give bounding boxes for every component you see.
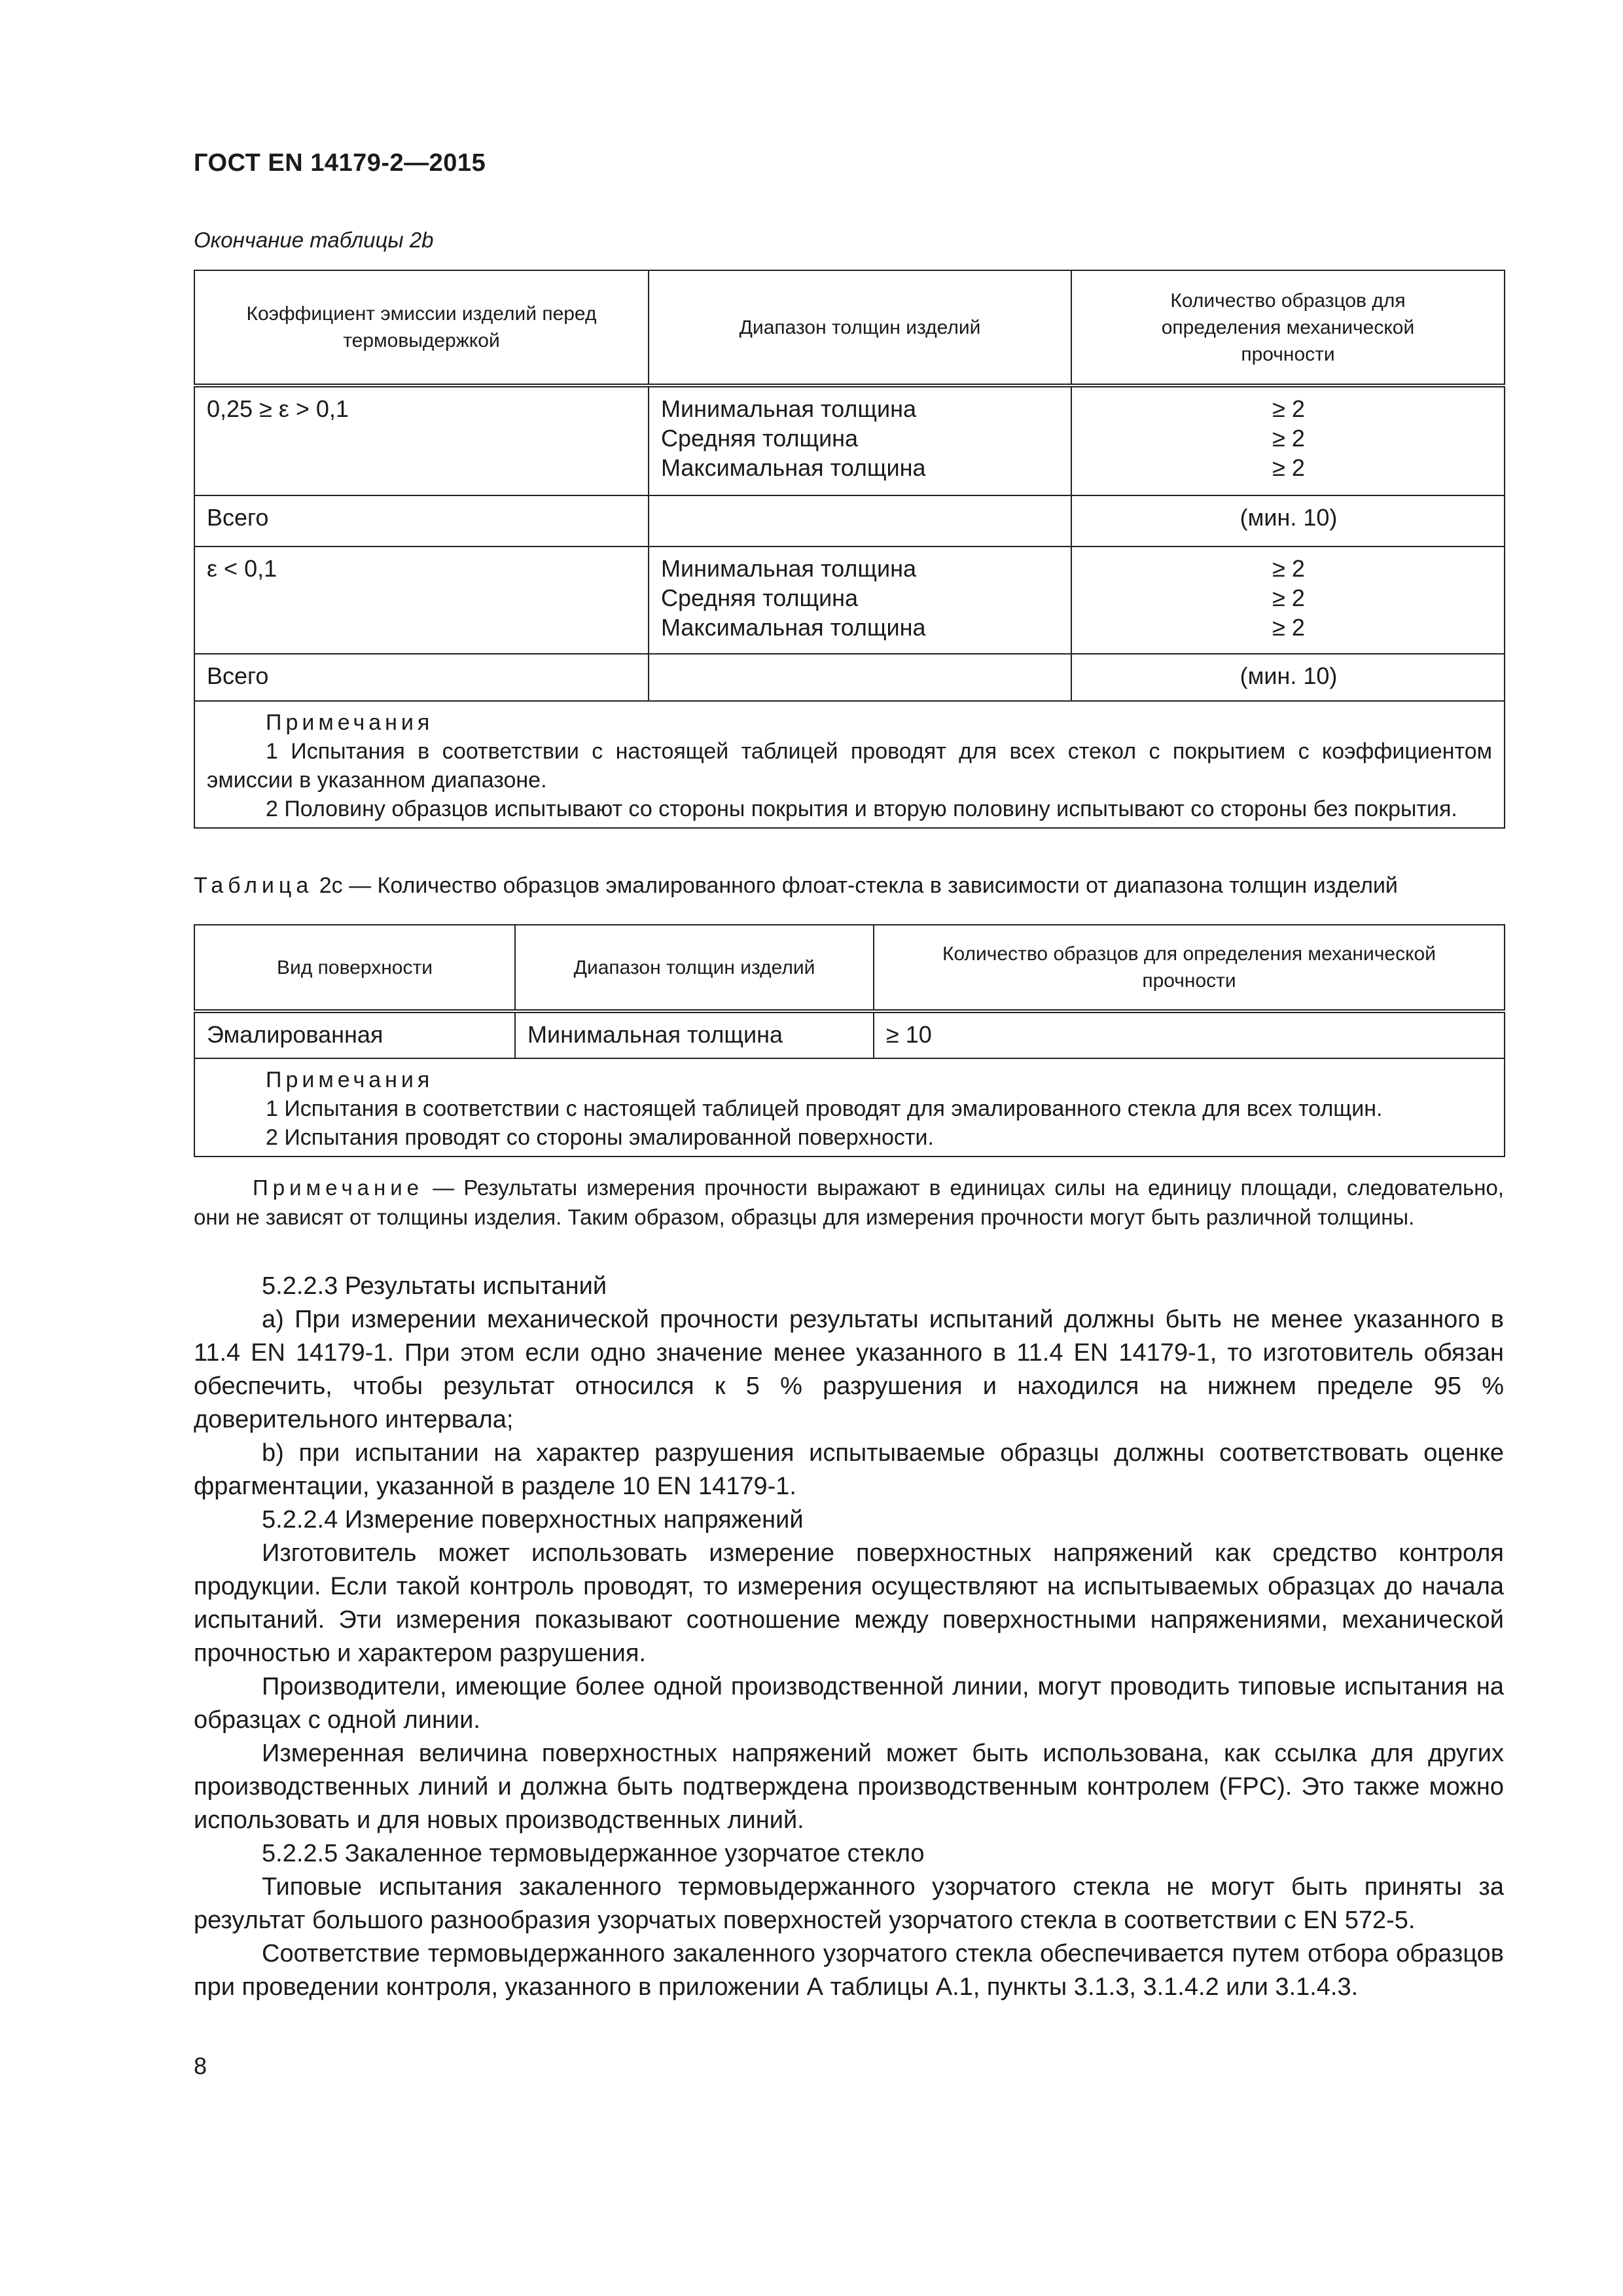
paragraph: b) при испытании на характер разрушения испытываемые образцы должны соответствовать оценке фрагментации, указанной в разделе 10 EN 14179-1. xyxy=(194,1439,1504,1500)
table-2b-caption: Окончание таблицы 2b xyxy=(194,228,434,252)
count-cell: ≥ 10 xyxy=(874,1011,1505,1058)
note-item: 1 Испытания в соответствии с настоящей таблицей проводят для всех стекол с покрытием с коэффициентом эмиссии в указанном диапазоне. xyxy=(207,739,1492,793)
note-item: 2 Половину образцов испытывают со стороны покрытия и вторую половину испытывают со стороны без покрытия. xyxy=(266,797,1457,821)
thickness-line: Средняя толщина xyxy=(661,425,859,452)
paragraph: Типовые испытания закаленного термовыдержанного узорчатого стекла не могут быть приняты за результат большого разнообразия узорчатых поверхностей узорчатого стекла в соответствии с EN 572-5. xyxy=(194,1873,1504,1934)
emission-cell: ε < 0,1 xyxy=(194,547,649,654)
total-value-cell: (мин. 10) xyxy=(1071,495,1505,547)
count-line: ≥ 2 xyxy=(1272,555,1305,582)
table-2c-caption xyxy=(194,873,1398,899)
table-header-cell: Количество образцов для определения механической прочности xyxy=(1071,270,1505,386)
paragraph: Изготовитель может использовать измерение поверхностных напряжений как средство контроля продукции. Если такой контроль проводят, то измерения осуществляют на испытываемых образцах до начала испытаний. Эти измерения показывают соотношение между поверхностными напряжениями, механической прочностью и характером разрушения. xyxy=(194,1539,1504,1667)
table-header-cell: Количество образцов для определения механической прочности xyxy=(874,925,1505,1011)
table-header-cell: Коэффициент эмиссии изделий перед термовыдержкой xyxy=(194,270,649,386)
table-header-cell: Вид поверхности xyxy=(194,925,515,1011)
total-label-cell: Всего xyxy=(194,654,649,701)
caption-text: 2с — Количество образцов эмалированного флоат-стекла в зависимости от диапазона толщин изделий xyxy=(313,873,1398,898)
table-row xyxy=(194,547,1505,654)
notes-heading: Примечания xyxy=(266,1067,434,1092)
table-row xyxy=(194,1011,1505,1058)
table-2b xyxy=(194,270,1505,829)
table-notes xyxy=(194,1058,1505,1157)
table-2c-header-row xyxy=(194,925,1505,1011)
body-text xyxy=(194,1270,1504,2004)
paragraph: a) При измерении механической прочности результаты испытаний должны быть не менее указанного в 11.4 EN 14179-1. При этом если одно значение менее указанного в 11.4 EN 14179-1, то изготовитель обязан обеспечить, чтобы результат относился к 5 % разрушения и находился на нижнем пределе 95 % доверительного интервала; xyxy=(194,1306,1504,1433)
thickness-line: Максимальная толщина xyxy=(661,454,926,481)
general-note xyxy=(194,1173,1504,1232)
table-notes xyxy=(194,701,1505,828)
count-line: ≥ 2 xyxy=(1272,454,1305,481)
table-total-row xyxy=(194,495,1505,547)
note-item: 1 Испытания в соответствии с настоящей таблицей проводят для эмалированного стекла для всех толщин. xyxy=(266,1096,1383,1121)
section-heading: 5.2.2.4 Измерение поверхностных напряжений xyxy=(262,1506,804,1534)
total-value-cell: (мин. 10) xyxy=(1071,654,1505,701)
count-line: ≥ 2 xyxy=(1272,584,1305,611)
thickness-cell xyxy=(649,547,1071,654)
count-line: ≥ 2 xyxy=(1272,614,1305,641)
empty-cell xyxy=(649,495,1071,547)
table-notes-row xyxy=(194,701,1505,828)
count-line: ≥ 2 xyxy=(1272,425,1305,452)
thickness-line: Минимальная толщина xyxy=(661,555,916,582)
thickness-cell: Минимальная толщина xyxy=(515,1011,874,1058)
count-cell xyxy=(1071,386,1505,495)
emission-cell: 0,25 ≥ ε > 0,1 xyxy=(194,386,649,495)
empty-cell xyxy=(649,654,1071,701)
caption-prefix: Таблица xyxy=(194,873,313,898)
note-body: — Результаты измерения прочности выражают в единицах силы на единицу площади, следовательно, они не зависят от толщины изделия. Таким образом, образцы для измерения прочности могут быть различной толщины. xyxy=(194,1175,1504,1229)
thickness-line: Максимальная толщина xyxy=(661,614,926,641)
surface-cell: Эмалированная xyxy=(194,1011,515,1058)
paragraph: Измеренная величина поверхностных напряжений может быть использована, как ссылка для других производственных линий и должна быть подтверждена производственным контролем (FPC). Это также можно использовать и для новых производственных линий. xyxy=(194,1740,1504,1834)
note-item: 2 Испытания проводят со стороны эмалированной поверхности. xyxy=(266,1125,934,1150)
section-heading: 5.2.2.3 Результаты испытаний xyxy=(262,1272,607,1300)
thickness-line: Средняя толщина xyxy=(661,584,859,611)
thickness-cell xyxy=(649,386,1071,495)
count-line: ≥ 2 xyxy=(1272,395,1305,422)
table-header-cell: Диапазон толщин изделий xyxy=(649,270,1071,386)
note-label: Примечание xyxy=(253,1175,424,1200)
table-2c xyxy=(194,924,1505,1157)
table-row xyxy=(194,386,1505,495)
table-header-cell: Диапазон толщин изделий xyxy=(515,925,874,1011)
paragraph: Соответствие термовыдержанного закаленного узорчатого стекла обеспечивается путем отбора образцов при проведении контроля, указанного в приложении А таблицы А.1, пункты 3.1.3, 3.1.4.2 или 3.1.4.3. xyxy=(194,1940,1504,2001)
page-number: 8 xyxy=(194,2053,207,2079)
table-total-row xyxy=(194,654,1505,701)
count-cell xyxy=(1071,547,1505,654)
paragraph: Производители, имеющие более одной производственной линии, могут проводить типовые испытания на образцах с одной линии. xyxy=(194,1673,1504,1734)
section-heading: 5.2.2.5 Закаленное термовыдержанное узорчатое стекло xyxy=(262,1840,925,1867)
standard-header: ГОСТ EN 14179-2—2015 xyxy=(194,149,486,177)
thickness-line: Минимальная толщина xyxy=(661,395,916,422)
total-label-cell: Всего xyxy=(194,495,649,547)
table-notes-row xyxy=(194,1058,1505,1157)
notes-heading: Примечания xyxy=(266,710,434,735)
table-2b-header-row xyxy=(194,270,1505,386)
